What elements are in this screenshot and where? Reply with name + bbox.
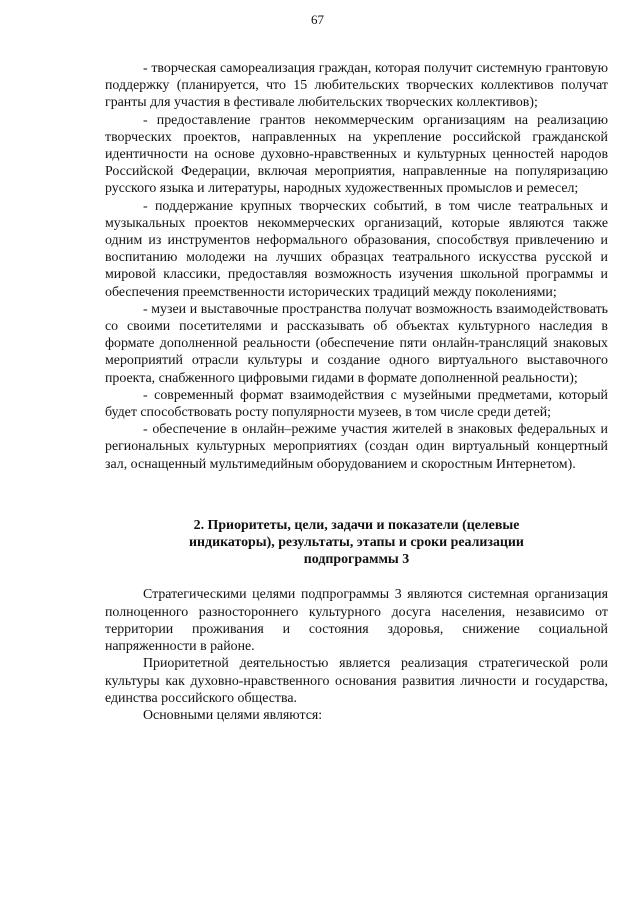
section-paragraph-1: Стратегическими целями подпрограммы 3 являются системная организация полноценного разностороннего культурного досуга населения, независимо от территории проживания и состояния здоровья, снижение социальной напряженности в районе. [105,587,608,655]
bullet-item-2: - предоставление грантов некоммерческим организациям на реализацию творческих проектов, направленных на укрепление российской гражданской идентичности на основе духовно-нравственных и культурных ценностей народов Российской Федерации, включая мероприятия, направленные на популяризацию русского языка и литературы, народных художественных промыслов и ремесел; [105,112,608,197]
section-body [105,586,608,724]
bullet-item-4: - музеи и выставочные пространства получат возможность взаимодействовать со своими посетителями и рассказывать об объектах культурного наследия в формате дополненной реальности (обеспечение пяти онлайн-трансляций знаковых мероприятий отрасли культуры и создание одного виртуального выставочного проекта, снабженного цифровыми гидами в формате дополненной реальности); [105,301,608,386]
document-body [105,60,608,724]
bullet-item-3: - поддержание крупных творческих событий, в том числе театральных и музыкальных проектов некоммерческих организаций, которые являются также одним из инструментов неформального образования, способствуя привлечению и воспитанию молодежи на лучших образцах театрального искусства русской и мировой классики, предоставляя возможность изучения школьной программы и обеспечения преемственности исторических традиций между поколениями; [105,198,608,300]
section-heading-line-2: индикаторы), результаты, этапы и сроки реализации [189,535,524,551]
section-paragraph-3: Основными целями являются: [143,707,323,723]
section-paragraph-2: Приоритетной деятельностью является реализация стратегической роли культуры как духовно-нравственного основания развития личности и государства, единства российского общества. [105,656,608,706]
section-heading [105,517,608,569]
section-heading-line-1: 2. Приоритеты, цели, задачи и показатели (целевые [193,517,520,533]
bullet-item-6: - обеспечение в онлайн–режиме участия жителей в знаковых федеральных и региональных культурных мероприятиях (создан один виртуальный концертный зал, оснащенный мультимедийным оборудованием и скоростным Интернетом). [105,422,608,472]
section-heading-line-3: подпрограммы 3 [303,552,410,568]
bullet-item-1: - творческая самореализация граждан, которая получит системную грантовую поддержку (планируется, что 15 любительских творческих коллективов получат гранты для участия в фестивале любительских творческих коллективов); [105,61,608,111]
bullet-item-5: - современный формат взаимодействия с музейными предметами, который будет способствовать росту популярности музеев, в том числе среди детей; [105,387,608,421]
page-number: 67 [311,12,324,27]
